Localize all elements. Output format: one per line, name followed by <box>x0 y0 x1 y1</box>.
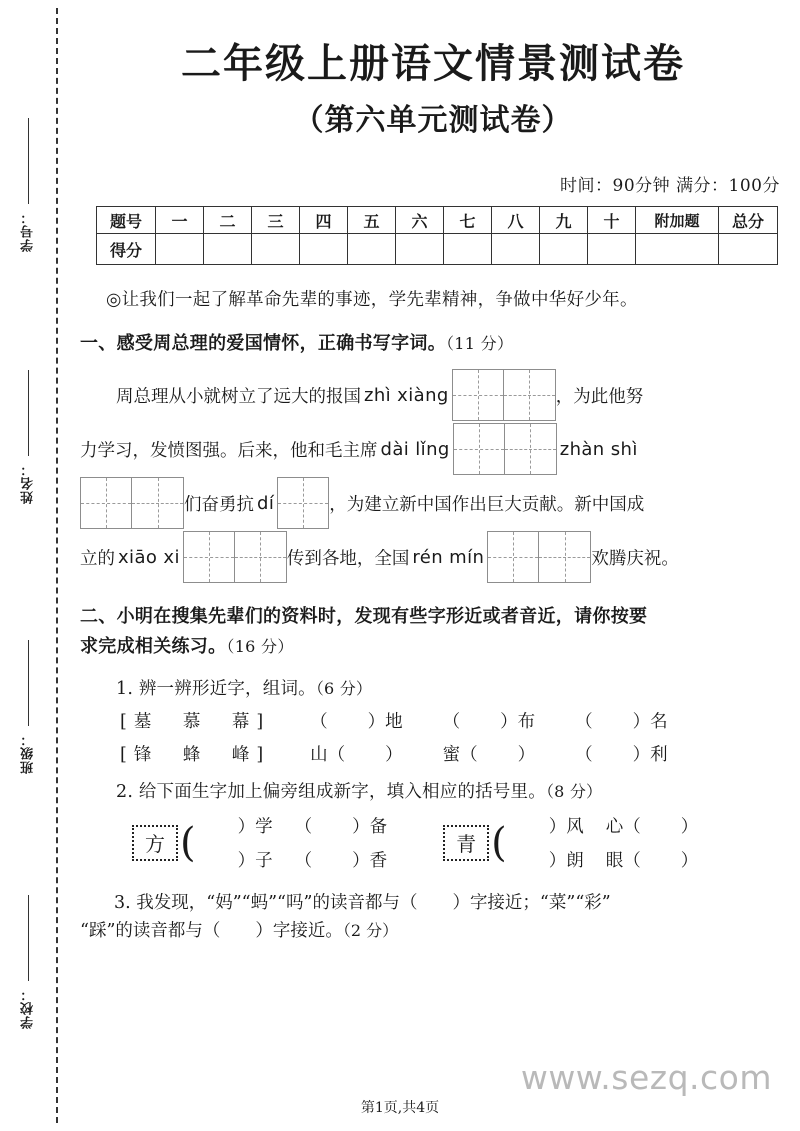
question-2-2-prompt <box>80 778 786 803</box>
line1-pinyin-zhixiang: zhì xiàng <box>364 384 449 406</box>
line3-text-b: ，为建立新中国作出巨大贡献。新中国成 <box>329 494 645 515</box>
seal-label-school: 学校： <box>20 987 36 1029</box>
grid-cell[interactable] <box>277 477 329 529</box>
line4-text-a: 立的 <box>80 548 115 569</box>
section-2-heading-line2 <box>80 632 786 661</box>
score-table-row-label: 题号 <box>97 207 156 234</box>
section-1-heading-text: 一、感受周总理的爱国情怀，正确书写字词。 <box>80 333 446 355</box>
grid-cell[interactable] <box>452 369 504 421</box>
blank-fang-3-close: ）子 <box>237 851 273 872</box>
score-col-1: 一 <box>156 207 204 234</box>
bracket-left-fang: ( <box>180 819 196 866</box>
seal-label-name: 姓名： <box>20 462 36 504</box>
grid-cell[interactable] <box>504 369 556 421</box>
question-2-3 <box>80 889 786 946</box>
score-cell-5[interactable] <box>348 234 396 265</box>
blank-1a-close: ）地 <box>367 711 403 732</box>
writing-grid-di[interactable] <box>277 477 329 529</box>
score-cell-total[interactable] <box>719 234 778 265</box>
seal-rule <box>28 640 29 726</box>
grid-cell[interactable] <box>453 423 505 475</box>
seal-rule <box>28 370 29 456</box>
grid-cell[interactable] <box>539 531 591 583</box>
radical-group-qing-rows <box>509 809 699 877</box>
section-2-points: （16 分） <box>226 636 294 656</box>
exam-content <box>80 0 786 1131</box>
line2-pinyin-dailing: dài lǐng <box>380 438 450 460</box>
grid-cell[interactable] <box>80 477 132 529</box>
score-cell-1[interactable] <box>156 234 204 265</box>
question-2-1-prompt <box>80 675 786 700</box>
section-1-line-2 <box>80 422 786 476</box>
line2-text-a: 力学习，发愤图强。后来，他和毛主席 <box>80 440 378 461</box>
radical-row-qing-1 <box>509 809 699 843</box>
grid-cell[interactable] <box>487 531 539 583</box>
score-cell-8[interactable] <box>492 234 540 265</box>
score-table <box>96 206 778 265</box>
line4-pinyin-renmin: rén mín <box>412 546 485 568</box>
score-cell-9[interactable] <box>540 234 588 265</box>
line3-text-a: 们奋勇抗 <box>184 494 254 515</box>
grid-cell[interactable] <box>235 531 287 583</box>
line3-pinyin-di: dí <box>257 492 275 514</box>
blank-qing-3-close: ）朗 <box>548 851 584 872</box>
question-2-3-line2: “踩”的读音都与（ ）字接近。 <box>80 921 343 942</box>
line1-text-b: ，为此他努 <box>555 386 644 407</box>
question-2-2-prompt-text: 2. 给下面生字加上偏旁组成新字，填入相应的括号里。 <box>116 781 546 802</box>
blank-fang-4-close: ）香 <box>352 851 388 872</box>
bracket-left-qing: ( <box>491 819 507 866</box>
section-1-points: （11 分） <box>446 334 514 354</box>
score-col-8: 八 <box>492 207 540 234</box>
blank-2a-close: ） <box>385 744 403 765</box>
seal-dashed-line <box>56 8 58 1123</box>
blank-1c-open[interactable]: （ <box>575 711 593 732</box>
seal-field-school <box>0 895 56 1035</box>
score-col-total: 总分 <box>719 207 778 234</box>
line2-pinyin-zhanshi: zhàn shì <box>559 438 638 460</box>
radical-row-qing-2 <box>509 843 699 877</box>
grid-cell[interactable] <box>505 423 557 475</box>
question-2-1-points: （6 分） <box>315 678 373 698</box>
score-cell-6[interactable] <box>396 234 444 265</box>
section-1-line-4 <box>80 530 786 584</box>
page-title: 二年级上册语文情景测试卷 <box>181 40 685 87</box>
seal-rule <box>28 895 29 981</box>
score-cell-extra[interactable] <box>636 234 719 265</box>
radical-row-fang-2 <box>198 843 388 877</box>
question-2-3-points: （2 分） <box>342 921 399 941</box>
grid-cell[interactable] <box>183 531 235 583</box>
section-1-heading <box>80 329 786 358</box>
section-2-heading-line2-text: 求完成相关练习。 <box>80 635 227 657</box>
radical-box-qing: 青 <box>443 825 489 861</box>
section-1-line-3 <box>80 476 786 530</box>
blank-2b-close: ） <box>517 744 536 765</box>
question-2-1-row-2 <box>80 741 786 766</box>
page-footer: 第1页,共4页 <box>360 1100 440 1116</box>
blank-fang-1-close: ）学 <box>237 817 273 838</box>
exam-meta: 时间：90分钟 满分：100分 <box>560 176 780 196</box>
section-2-heading-line1: 二、小明在搜集先辈们的资料时，发现有些字形近或者音近，请你按要 <box>80 606 648 628</box>
question-2-1-prompt-text: 1. 辨一辨形近字，组词。 <box>116 678 316 699</box>
watermark: www.sezq.com <box>520 1058 772 1097</box>
blank-2b-open[interactable]: 蜜（ <box>442 744 478 765</box>
question-2-3-line1: 3. 我发现，“妈”“蚂”“吗”的读音都与（ ）字接近；“菜”“彩” <box>114 892 611 913</box>
line4-pinyin-xiaoxi: xiāo xi <box>118 546 180 568</box>
blank-1c-close: ）名 <box>632 711 668 732</box>
blank-2a-open[interactable]: 山（ <box>310 744 346 765</box>
seal-margin <box>0 0 62 1131</box>
score-col-7: 七 <box>444 207 492 234</box>
blank-qing-4-close: ） <box>680 851 699 872</box>
section-2-heading <box>80 602 786 660</box>
question-2-1-row-1 <box>80 708 786 733</box>
score-cell-2[interactable] <box>204 234 252 265</box>
question-2-2-points: （8 分） <box>545 781 603 801</box>
blank-1b-open[interactable]: （ <box>442 711 461 732</box>
blank-qing-4-open[interactable]: 眼（ <box>605 851 641 872</box>
question-2-2-groups <box>80 809 786 877</box>
seal-field-name <box>0 370 56 510</box>
score-col-6: 六 <box>396 207 444 234</box>
page-subtitle: （第六单元测试卷） <box>293 103 573 138</box>
line4-text-b: 传到各地，全国 <box>286 548 410 569</box>
writing-grid-zhanshi[interactable] <box>80 477 184 529</box>
score-cell-7[interactable] <box>444 234 492 265</box>
blank-qing-1-close: ）风 <box>548 817 584 838</box>
intro-text: ◎让我们一起了解革命先辈的事迹，学先辈精神，争做中华好少年。 <box>106 290 638 310</box>
seal-rule <box>28 118 29 204</box>
seal-label-class: 班级： <box>20 732 36 774</box>
score-col-extra: 附加题 <box>636 207 719 234</box>
radical-group-fang-rows <box>198 809 388 877</box>
blank-fang-4-open[interactable]: （ <box>294 851 313 872</box>
section-1-body <box>80 368 786 584</box>
score-col-9: 九 <box>540 207 588 234</box>
score-col-3: 三 <box>252 207 300 234</box>
score-col-2: 二 <box>204 207 252 234</box>
score-cell-3[interactable] <box>252 234 300 265</box>
writing-grid-zhixiang[interactable] <box>452 369 556 421</box>
score-col-5: 五 <box>348 207 396 234</box>
score-col-10: 十 <box>588 207 636 234</box>
seal-field-class <box>0 640 56 780</box>
line1-text-a: 周总理从小就树立了远大的报国 <box>116 386 361 407</box>
writing-grid-xiaoxi[interactable] <box>183 531 287 583</box>
grid-cell[interactable] <box>132 477 184 529</box>
score-col-4: 四 <box>300 207 348 234</box>
writing-grid-dailing[interactable] <box>453 423 557 475</box>
section-1-line-1 <box>80 368 786 422</box>
radical-box-fang: 方 <box>132 825 178 861</box>
blank-fang-2-close: ）备 <box>352 817 388 838</box>
table-row-scores <box>97 234 778 265</box>
score-cell-10[interactable] <box>588 234 636 265</box>
score-table-score-label: 得分 <box>97 234 156 265</box>
seal-field-student-id <box>0 118 56 258</box>
blank-qing-2-open[interactable]: 心（ <box>605 817 641 838</box>
blank-1a-open[interactable]: （ <box>310 711 328 732</box>
radical-row-fang-1 <box>198 809 388 843</box>
blank-2c-open[interactable]: （ <box>575 744 593 765</box>
blank-1b-close: ）布 <box>500 711 536 732</box>
blank-qing-2-close: ） <box>680 817 699 838</box>
blank-2c-close: ）利 <box>632 744 668 765</box>
writing-grid-renmin[interactable] <box>487 531 591 583</box>
line4-text-c: 欢腾庆祝。 <box>591 548 679 569</box>
blank-fang-2-open[interactable]: （ <box>294 817 313 838</box>
score-cell-4[interactable] <box>300 234 348 265</box>
char-group-feng: [锋 蜂 峰] <box>120 744 271 765</box>
seal-label-student-id: 学号： <box>20 210 36 252</box>
char-group-mu: [墓 慕 幕] <box>120 711 271 732</box>
table-row-header <box>97 207 778 234</box>
